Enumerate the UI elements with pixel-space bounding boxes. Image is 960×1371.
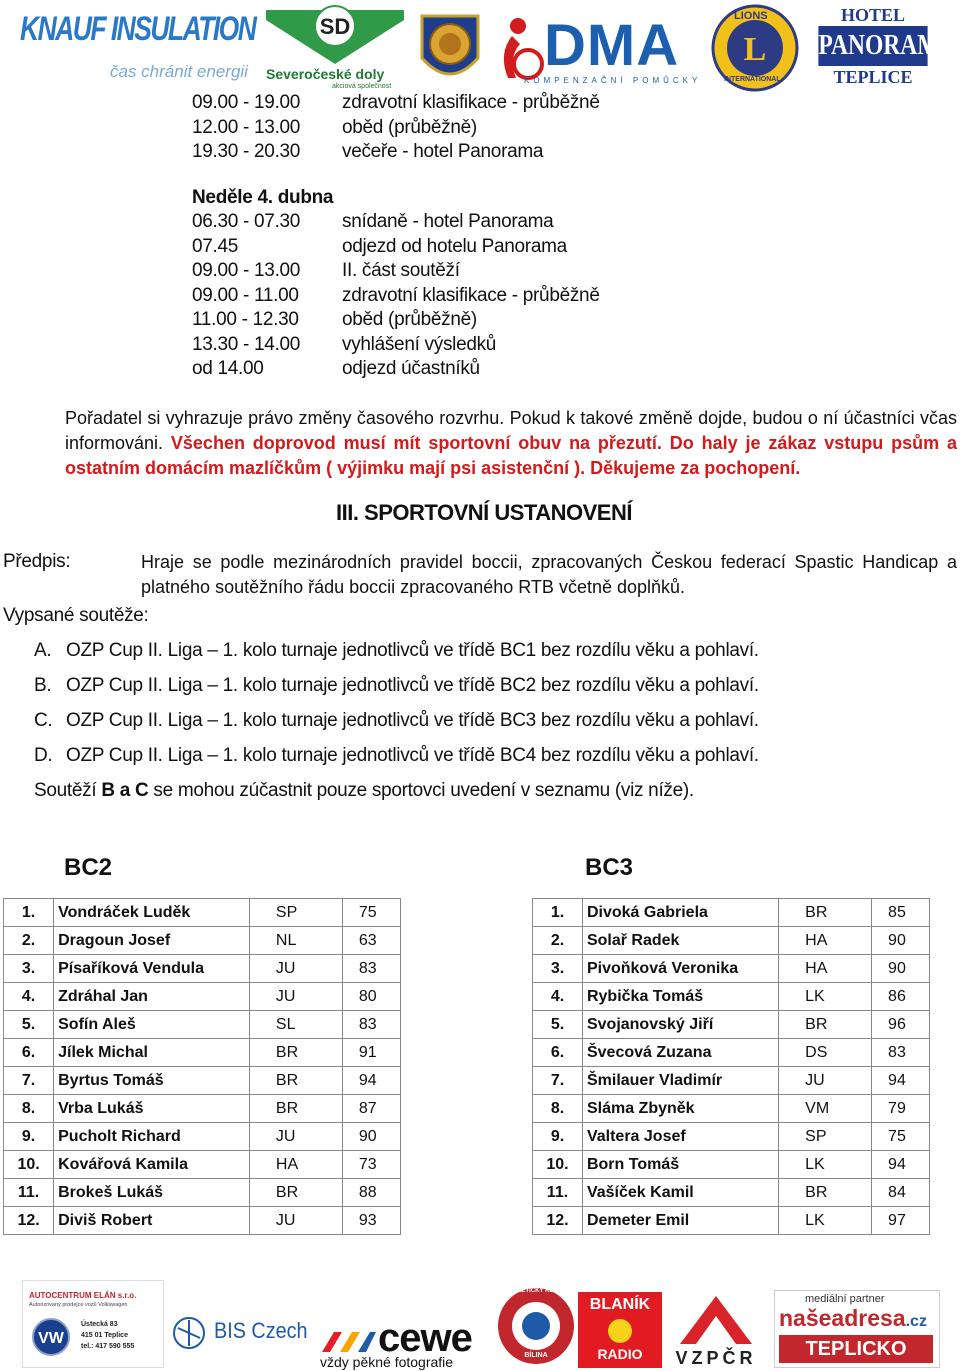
schedule-time: od 14.00 <box>192 358 264 379</box>
schedule-activity: večeře - hotel Panorama <box>342 141 544 162</box>
competitor-number: 5. <box>533 1011 583 1039</box>
competitor-score: 86 <box>872 983 930 1011</box>
competitor-score: 93 <box>342 1207 400 1235</box>
schedule-activity: zdravotní klasifikace - průběžně <box>342 92 600 113</box>
schedule-time: 09.00 - 11.00 <box>192 285 299 306</box>
competition-item <box>34 745 759 767</box>
autocentrum-tel: tel.: 417 590 555 <box>81 1343 135 1350</box>
competitor-score: 90 <box>872 955 930 983</box>
competitor-club: JU <box>249 1207 342 1235</box>
competitor-number: 12. <box>533 1207 583 1235</box>
medal-emblem-logo <box>412 6 488 90</box>
competitor-row <box>533 1207 930 1235</box>
competition-item <box>34 710 759 732</box>
competitor-number: 1. <box>533 899 583 927</box>
competitor-name: Byrtus Tomáš <box>54 1067 250 1095</box>
competition-item <box>34 640 759 662</box>
competition-letter: A. <box>34 640 52 661</box>
competitor-club: HA <box>779 955 872 983</box>
competitor-name: Dragoun Josef <box>54 927 250 955</box>
competitor-number: 4. <box>533 983 583 1011</box>
competitor-name: Sofín Aleš <box>54 1011 250 1039</box>
competitor-club: LK <box>779 983 872 1011</box>
radio-logo-line1: BLANÍK <box>589 1296 651 1313</box>
competitor-club: LK <box>779 1151 872 1179</box>
competitor-club: BR <box>249 1095 342 1123</box>
nasea-line3: .cz <box>905 1313 927 1330</box>
autocentrum-address1: Ústecká 83 <box>81 1321 118 1328</box>
bis-czech-logo <box>172 1316 312 1352</box>
competitor-score: 83 <box>872 1039 930 1067</box>
competitor-score: 90 <box>872 927 930 955</box>
autocentrum-address2: 415 01 Teplice <box>81 1332 128 1339</box>
competitor-club: LK <box>779 1207 872 1235</box>
note-pre: Soutěží <box>34 780 102 801</box>
sunday-heading: Neděle 4. dubna <box>192 187 334 208</box>
competitor-score: 73 <box>342 1151 400 1179</box>
competitor-number: 9. <box>533 1123 583 1151</box>
schedule-time: 13.30 - 14.00 <box>192 334 301 355</box>
competitor-number: 6. <box>533 1039 583 1067</box>
notice-text: Pořadatel si vyhrazuje právo změny časového rozvrhu. Pokud k takové změně dojde, budou o ní účastníci včas informováni. <box>65 408 957 453</box>
competitor-number: 7. <box>533 1067 583 1095</box>
dma-logo-subtitle: KOMPENZAČNÍ POMŮCKY <box>524 76 702 85</box>
competitor-row <box>533 1123 930 1151</box>
schedule-activity: oběd (průběžně) <box>342 117 477 138</box>
competitor-number: 6. <box>4 1039 54 1067</box>
competitor-club: BR <box>249 1179 342 1207</box>
competitor-name: Valtera Josef <box>582 1123 778 1151</box>
competition-letter: C. <box>34 710 53 731</box>
competitor-score: 94 <box>342 1067 400 1095</box>
competitor-row <box>533 1067 930 1095</box>
radio-blanik-logo <box>578 1292 662 1368</box>
competitor-score: 88 <box>342 1179 400 1207</box>
note-bold: B a C <box>101 780 149 801</box>
competitor-club: BR <box>779 899 872 927</box>
competitor-club: JU <box>249 955 342 983</box>
competitor-number: 3. <box>533 955 583 983</box>
competitor-score: 94 <box>872 1151 930 1179</box>
competitor-score: 75 <box>342 899 400 927</box>
schedule-activity: zdravotní klasifikace - průběžně <box>342 285 600 306</box>
notice-warning-text: Všechen doprovod musí mít sportovní obuv na přezutí. Do haly je zákaz vstupu psům a ostatním domácím mazlíčkům ( výjimku mají psi asistenční ). Děkujeme za pochopení. <box>65 433 957 478</box>
schedule-time: 09.00 - 19.00 <box>192 92 301 113</box>
svg-text:VW: VW <box>38 1330 64 1347</box>
bis-emblem-icon <box>172 1316 210 1350</box>
hotel-panorama-logo <box>808 4 957 92</box>
competitor-number: 10. <box>4 1151 54 1179</box>
competitor-row <box>4 927 401 955</box>
header-logo-bar <box>0 0 960 96</box>
atleticky-klub-logo <box>496 1286 576 1366</box>
bc3-title: BC3 <box>585 854 634 881</box>
competition-text: OZP Cup II. Liga – 1. kolo turnaje jednotlivců ve třídě BC4 bez rozdílu věku a pohlaví. <box>66 745 759 766</box>
competitor-number: 7. <box>4 1067 54 1095</box>
medal-icon <box>412 6 488 90</box>
lions-logo-text: LIONS <box>734 10 768 22</box>
competition-item <box>34 675 759 697</box>
cewe-brushstroke-icon <box>320 1328 376 1356</box>
sd-logo-small: akciová společnost <box>332 83 392 90</box>
competition-letter: B. <box>34 675 52 696</box>
bc2-table <box>3 898 401 1235</box>
competitor-row <box>4 983 401 1011</box>
competitor-name: Kovářová Kamila <box>54 1151 250 1179</box>
competitor-row <box>533 1151 930 1179</box>
klub-logo-city: BÍLINA <box>524 1352 548 1359</box>
competitor-score: 84 <box>872 1179 930 1207</box>
competitor-score: 79 <box>872 1095 930 1123</box>
competitor-name: Rybička Tomáš <box>582 983 778 1011</box>
schedule-time: 07.45 <box>192 236 239 257</box>
competitor-club: BR <box>779 1011 872 1039</box>
schedule-time: 11.00 - 12.30 <box>192 309 299 330</box>
schedule-activity: odjezd účastníků <box>342 358 480 379</box>
sponsor-logo-bar <box>0 1262 960 1369</box>
competitor-name: Vašíček Kamil <box>582 1179 778 1207</box>
competition-letter: D. <box>34 745 53 766</box>
vzpcr-arrow-icon <box>670 1292 762 1348</box>
section-title: III. SPORTOVNÍ USTANOVENÍ <box>336 500 632 525</box>
hotel-logo-line3: TEPLICE <box>833 67 913 87</box>
competitor-club: NL <box>249 927 342 955</box>
nasea-line4: TEPLICKO <box>779 1335 933 1363</box>
lions-logo-sub: INTERNATIONAL <box>724 76 781 83</box>
competitor-club: BR <box>249 1067 342 1095</box>
competition-text: OZP Cup II. Liga – 1. kolo turnaje jednotlivců ve třídě BC1 bez rozdílu věku a pohlaví. <box>66 640 759 661</box>
competitor-score: 87 <box>342 1095 400 1123</box>
svg-text:L: L <box>743 31 767 68</box>
competitor-club: JU <box>779 1067 872 1095</box>
competitor-club: JU <box>249 1123 342 1151</box>
schedule-activity: II. část soutěží <box>342 260 460 281</box>
competitor-row <box>4 1067 401 1095</box>
competitor-name: Demeter Emil <box>582 1207 778 1235</box>
competitor-score: 63 <box>342 927 400 955</box>
volkswagen-icon <box>31 1317 71 1357</box>
competitor-name: Šmilauer Vladimír <box>582 1067 778 1095</box>
competitor-row <box>4 1039 401 1067</box>
nasea-line1: mediální partner <box>805 1293 885 1305</box>
competitor-row <box>533 983 930 1011</box>
schedule-time: 06.30 - 07.30 <box>192 211 301 232</box>
hotel-logo-line2: PANORAMA <box>818 26 927 66</box>
competitor-score: 75 <box>872 1123 930 1151</box>
sd-logo-subtitle: Severočeské doly <box>266 66 385 82</box>
competitor-name: Pivoňková Veronika <box>582 955 778 983</box>
competitor-name: Svojanovský Jiří <box>582 1011 778 1039</box>
nase-adresa-logo <box>774 1290 940 1368</box>
competitions-label: Vypsané soutěže: <box>3 605 149 626</box>
autocentrum-elan-logo <box>22 1280 164 1368</box>
competitor-row <box>533 1179 930 1207</box>
severoceske-doly-logo <box>262 4 408 92</box>
competitor-club: HA <box>779 927 872 955</box>
dma-logo-text: DMA <box>544 13 680 78</box>
schedule-time: 12.00 - 13.00 <box>192 117 301 138</box>
schedule-activity: odjezd od hotelu Panorama <box>342 236 567 257</box>
notice-paragraph <box>65 406 957 481</box>
competitor-number: 9. <box>4 1123 54 1151</box>
competitor-row <box>4 1095 401 1123</box>
dma-figure-icon <box>494 14 550 84</box>
competitor-club: SP <box>779 1123 872 1151</box>
competitor-club: JU <box>249 983 342 1011</box>
competitor-name: Brokeš Lukáš <box>54 1179 250 1207</box>
competitor-number: 3. <box>4 955 54 983</box>
competitor-name: Divoká Gabriela <box>582 899 778 927</box>
competitor-name: Diviš Robert <box>54 1207 250 1235</box>
competitor-row <box>4 1011 401 1039</box>
schedule-time: 09.00 - 13.00 <box>192 260 301 281</box>
dma-logo <box>494 10 702 90</box>
competitor-club: SL <box>249 1011 342 1039</box>
competitor-score: 85 <box>872 899 930 927</box>
nasea-wordmark <box>779 1305 927 1332</box>
competitor-number: 5. <box>4 1011 54 1039</box>
competitor-row <box>533 899 930 927</box>
competitor-score: 83 <box>342 955 400 983</box>
svg-text:SD: SD <box>319 14 351 39</box>
klub-logo-text: ATLETICKÝ KLUB <box>510 1288 562 1294</box>
competitor-club: VM <box>779 1095 872 1123</box>
competitor-score: 90 <box>342 1123 400 1151</box>
knauf-logo-text: KNAUF INSULATION <box>20 10 256 48</box>
competitor-score: 83 <box>342 1011 400 1039</box>
schedule-activity: snídaně - hotel Panorama <box>342 211 554 232</box>
competitor-number: 11. <box>4 1179 54 1207</box>
competitor-score: 91 <box>342 1039 400 1067</box>
competitor-name: Švecová Zuzana <box>582 1039 778 1067</box>
competitor-score: 96 <box>872 1011 930 1039</box>
competitor-number: 8. <box>533 1095 583 1123</box>
autocentrum-name: AUTOCENTRUM ELÁN s.r.o. <box>29 1291 137 1300</box>
competitor-row <box>4 1123 401 1151</box>
competitor-score: 94 <box>872 1067 930 1095</box>
vzpcr-logo-text: VZPČR <box>675 1348 757 1368</box>
competitor-number: 2. <box>533 927 583 955</box>
competitor-number: 4. <box>4 983 54 1011</box>
bis-logo-text: BIS Czech <box>214 1318 308 1343</box>
competitor-club: BR <box>249 1039 342 1067</box>
schedule-activity: oběd (průběžně) <box>342 309 477 330</box>
nasea-line2: našeadresa <box>779 1305 906 1331</box>
competition-text: OZP Cup II. Liga – 1. kolo turnaje jednotlivců ve třídě BC2 bez rozdílu věku a pohlaví. <box>66 675 759 696</box>
competitor-number: 10. <box>533 1151 583 1179</box>
schedule-activity: vyhlášení výsledků <box>342 334 497 355</box>
schedule-time: 19.30 - 20.30 <box>192 141 301 162</box>
competitor-club: BR <box>779 1179 872 1207</box>
competitor-name: Pucholt Richard <box>54 1123 250 1151</box>
knauf-logo-tagline: čas chránit energii <box>110 62 248 81</box>
knauf-insulation-logo <box>20 6 260 92</box>
competitor-name: Born Tomáš <box>582 1151 778 1179</box>
rules-text: Hraje se podle mezinárodních pravidel boccii, zpracovaných Českou federací Spastic Handicap a platného soutěžního řádu boccii zpracovaného RTB včetně doplňků. <box>141 552 957 597</box>
sd-emblem-icon <box>262 4 408 64</box>
bc2-title: BC2 <box>64 854 113 881</box>
competitor-number: 1. <box>4 899 54 927</box>
competition-text: OZP Cup II. Liga – 1. kolo turnaje jednotlivců ve třídě BC3 bez rozdílu věku a pohlaví. <box>66 710 759 731</box>
vzpcr-logo <box>670 1292 762 1368</box>
cewe-logo <box>320 1316 496 1370</box>
rules-label: Předpis: <box>3 551 71 572</box>
competitor-name: Písaříková Vendula <box>54 955 250 983</box>
competitions-note <box>34 780 694 802</box>
competitor-name: Vondráček Luděk <box>54 899 250 927</box>
competitor-score: 80 <box>342 983 400 1011</box>
competitor-row <box>4 1179 401 1207</box>
competitor-row <box>533 1095 930 1123</box>
cewe-tagline: vždy pěkné fotografie <box>320 1354 454 1370</box>
competitor-row <box>4 1151 401 1179</box>
competitor-row <box>533 1011 930 1039</box>
competitor-name: Vrba Lukáš <box>54 1095 250 1123</box>
competitor-row <box>533 955 930 983</box>
competitor-row <box>4 899 401 927</box>
competitor-number: 8. <box>4 1095 54 1123</box>
note-post: se mohou zúčastnit pouze sportovci uvedení v seznamu (viz níže). <box>148 780 694 801</box>
bc3-table <box>532 898 930 1235</box>
competitor-name: Jílek Michal <box>54 1039 250 1067</box>
competitor-number: 2. <box>4 927 54 955</box>
sun-icon <box>598 1316 642 1346</box>
competitor-name: Zdráhal Jan <box>54 983 250 1011</box>
competitor-row <box>533 927 930 955</box>
lions-international-logo <box>706 4 804 92</box>
competitor-name: Sláma Zbyněk <box>582 1095 778 1123</box>
competitor-club: SP <box>249 899 342 927</box>
competitor-club: HA <box>249 1151 342 1179</box>
cewe-logo-text: cewe <box>378 1316 472 1360</box>
competitor-club: DS <box>779 1039 872 1067</box>
radio-logo-line2: RADIO <box>597 1346 643 1362</box>
competitor-name: Solař Radek <box>582 927 778 955</box>
competitor-number: 11. <box>533 1179 583 1207</box>
hotel-logo-line1: HOTEL <box>840 5 906 25</box>
competitor-row <box>4 955 401 983</box>
competitor-score: 97 <box>872 1207 930 1235</box>
competitor-row <box>4 1207 401 1235</box>
competitor-number: 12. <box>4 1207 54 1235</box>
competitor-row <box>533 1039 930 1067</box>
autocentrum-sub: Autorizovaný prodejce vozů Volkswagen <box>29 1302 128 1308</box>
